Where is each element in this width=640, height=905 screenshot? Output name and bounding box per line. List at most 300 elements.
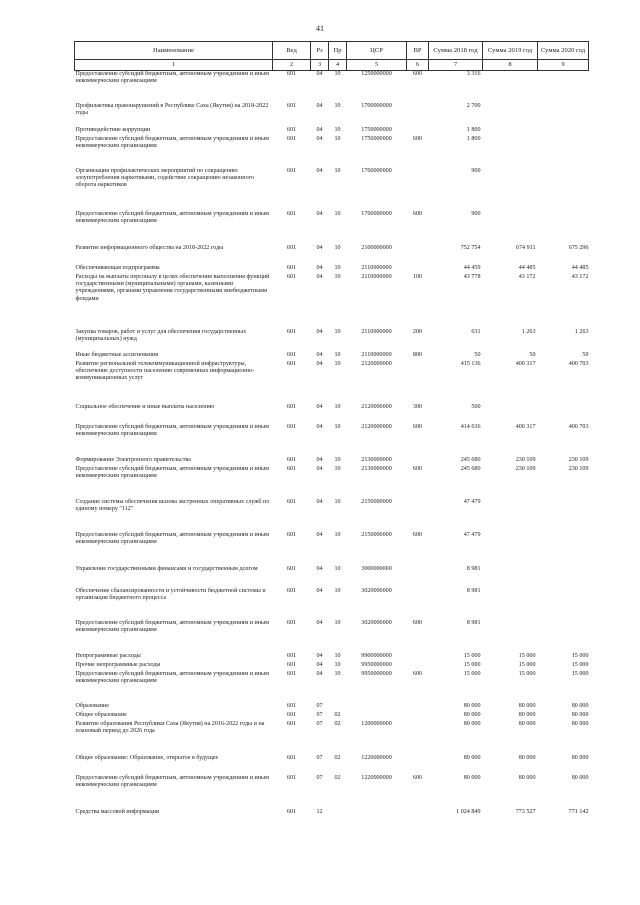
table-row <box>75 329 589 352</box>
cell-sum-2019: 80 000 <box>518 702 536 709</box>
cell-sum-2019: 15 000 <box>518 652 536 659</box>
cell-ved: 601 <box>286 360 297 367</box>
cell-ved: 601 <box>286 126 297 133</box>
cell-csr: 2150000000 <box>361 498 392 505</box>
cell-sum-2018: 47 479 <box>463 531 481 538</box>
column-number: 3 <box>311 60 329 71</box>
cell-sum-2019: 80 000 <box>518 754 536 761</box>
cell-rz: 04 <box>316 135 323 142</box>
table-row <box>75 721 589 755</box>
cell-sum-2020: 80 000 <box>571 754 589 761</box>
cell-csr: 2130000000 <box>361 465 392 472</box>
cell-name: Закупка товаров, работ и услуг для обеспечения государственных (муниципальных) нужд <box>75 328 247 342</box>
cell-name: Предоставление субсидий бюджетным, автономным учреждениям и иным некоммерческим организациям <box>75 423 269 437</box>
cell-sum-2018: 415 136 <box>460 360 481 367</box>
cell-rz: 04 <box>316 244 323 251</box>
cell-name: Создание системы обеспечения вызова экстренных оперативных служб по единому номеру "112" <box>75 498 270 512</box>
cell-sum-2020 <box>538 127 589 136</box>
cell-pr: 10 <box>334 465 341 472</box>
cell-rz: 04 <box>316 71 323 77</box>
cell-sum-2020 <box>538 211 589 245</box>
cell-sum-2019: 50 <box>529 351 536 358</box>
cell-csr: 2110000000 <box>361 351 392 358</box>
cell-sum-2020: 80 000 <box>571 702 589 709</box>
cell-pr: 10 <box>334 498 341 505</box>
table-row <box>75 71 589 103</box>
cell-sum-2018: 245 680 <box>460 456 481 463</box>
cell-sum-2020 <box>538 499 589 532</box>
cell-pr: 02 <box>334 720 341 727</box>
cell-name: Предоставление субсидий бюджетным, автономным учреждениям и иным некоммерческим организациям <box>75 135 269 149</box>
cell-pr: 10 <box>334 126 341 133</box>
cell-sum-2018: 80 000 <box>463 711 481 718</box>
cell-ved: 601 <box>286 711 297 718</box>
cell-vr: 600 <box>412 774 423 781</box>
cell-vr: 100 <box>412 273 423 280</box>
cell-sum-2019 <box>483 211 538 245</box>
cell-sum-2018: 50 <box>474 351 481 358</box>
cell-sum-2018: 752 754 <box>460 244 481 251</box>
table-row <box>75 653 589 662</box>
table-row <box>75 211 589 245</box>
cell-ved: 601 <box>286 808 297 815</box>
cell-sum-2020: 1 263 <box>574 328 589 335</box>
cell-sum-2020: 230 109 <box>568 456 589 463</box>
cell-csr: 2110000000 <box>361 328 392 335</box>
cell-sum-2018: 8 981 <box>466 587 481 594</box>
cell-ved: 601 <box>286 273 297 280</box>
cell-name: Обеспечение сбалансированности и устойчивости бюджетной системы и организация бюджетного процесса <box>75 587 266 601</box>
cell-pr: 10 <box>334 652 341 659</box>
cell-ved: 601 <box>286 423 297 430</box>
table-row <box>75 274 589 329</box>
cell-sum-2018: 44 459 <box>463 264 481 271</box>
cell-name: Обеспечивающая подпрограмма <box>75 264 160 271</box>
cell-vr: 200 <box>412 328 423 335</box>
cell-sum-2018: 47 479 <box>463 498 481 505</box>
page-number: 41 <box>316 24 324 33</box>
cell-sum-2018: 1 800 <box>466 135 481 142</box>
cell-sum-2020: 400 703 <box>568 360 589 367</box>
cell-name: Развитие образования Республики Саха (Якутия) на 2016-2022 годы и на плановый период до 2026 года <box>75 720 265 734</box>
cell-sum-2019: 674 911 <box>515 244 536 251</box>
cell-pr: 10 <box>334 264 341 271</box>
cell-name: Развитие информационного общества на 2018-2022 годы <box>75 244 224 251</box>
cell-rz: 07 <box>316 774 323 781</box>
cell-vr: 600 <box>412 531 423 538</box>
cell-name: Непрограммные расходы <box>75 652 141 659</box>
cell-csr: 1220000000 <box>361 754 392 761</box>
cell-sum-2018: 3 316 <box>466 71 481 77</box>
cell-pr: 10 <box>334 670 341 677</box>
cell-sum-2020 <box>538 404 589 424</box>
cell-vr: 600 <box>412 670 423 677</box>
cell-rz: 04 <box>316 670 323 677</box>
cell-sum-2018: 900 <box>471 210 481 217</box>
cell-sum-2019: 43 172 <box>518 273 536 280</box>
table-row <box>75 499 589 532</box>
header-name: Наименование <box>75 42 273 60</box>
cell-pr: 10 <box>334 661 341 668</box>
table-row <box>75 703 589 712</box>
cell-sum-2019: 80 000 <box>518 711 536 718</box>
cell-name: Общее образование <box>75 711 127 718</box>
cell-sum-2018: 80 000 <box>463 720 481 727</box>
cell-rz: 07 <box>316 711 323 718</box>
cell-name: Предоставление субсидий бюджетным, автономным учреждениям и иным некоммерческим организациям <box>75 531 269 545</box>
column-number: 4 <box>329 60 347 71</box>
cell-pr: 10 <box>334 360 341 367</box>
cell-sum-2020: 230 109 <box>568 465 589 472</box>
column-number: 2 <box>273 60 311 71</box>
cell-ved: 601 <box>286 702 297 709</box>
table-row <box>75 532 589 566</box>
cell-sum-2020: 675 296 <box>568 244 589 251</box>
cell-rz: 04 <box>316 652 323 659</box>
cell-csr: 2100000000 <box>361 244 392 251</box>
cell-ved: 601 <box>286 403 297 410</box>
cell-vr <box>407 168 429 211</box>
cell-ved: 601 <box>286 565 297 572</box>
cell-sum-2019 <box>483 566 538 588</box>
cell-pr: 10 <box>334 423 341 430</box>
table-row <box>75 671 589 703</box>
cell-pr: 10 <box>334 351 341 358</box>
cell-vr <box>407 265 429 274</box>
cell-ved: 601 <box>286 498 297 505</box>
cell-pr: 10 <box>334 135 341 142</box>
table-row <box>75 127 589 136</box>
table-row <box>75 245 589 265</box>
column-number: 5 <box>347 60 407 71</box>
cell-vr: 600 <box>412 71 423 77</box>
cell-ved: 601 <box>286 720 297 727</box>
table-row <box>75 775 589 809</box>
cell-name: Общее образование: Образование, открытое в будущее <box>75 754 219 761</box>
cell-rz: 04 <box>316 264 323 271</box>
cell-sum-2020: 43 172 <box>571 273 589 280</box>
cell-name: Расходы на выплаты персоналу в целях обеспечения выполнения функций государственными (муниципальными) органами, казенными учреждениями, органами управления государственными внебюджетными фондами <box>75 273 270 302</box>
cell-sum-2018: 8 981 <box>466 619 481 626</box>
cell-vr <box>407 103 429 127</box>
cell-ved: 601 <box>286 244 297 251</box>
header-rz: Рз <box>311 42 329 60</box>
cell-csr: 1220000000 <box>361 774 392 781</box>
cell-ved: 601 <box>286 210 297 217</box>
table-row <box>75 361 589 404</box>
cell-vr <box>407 361 429 404</box>
cell-csr: 2110000000 <box>361 264 392 271</box>
cell-vr <box>407 721 429 755</box>
cell-sum-2019 <box>483 532 538 566</box>
table-row <box>75 136 589 168</box>
cell-sum-2020 <box>538 103 589 127</box>
cell-rz: 07 <box>316 754 323 761</box>
cell-csr: 2120000000 <box>361 403 392 410</box>
cell-sum-2020 <box>538 168 589 211</box>
table-row <box>75 662 589 671</box>
cell-pr: 10 <box>334 167 341 174</box>
cell-rz: 04 <box>316 587 323 594</box>
cell-pr: 10 <box>334 565 341 572</box>
cell-vr <box>407 809 429 819</box>
cell-name: Предоставление субсидий бюджетным, автономным учреждениям и иным некоммерческим организациям <box>75 71 269 85</box>
cell-vr <box>407 653 429 662</box>
table-row <box>75 712 589 721</box>
cell-rz: 04 <box>316 465 323 472</box>
cell-vr: 600 <box>412 423 423 430</box>
cell-sum-2019: 80 000 <box>518 720 536 727</box>
cell-pr: 10 <box>334 102 341 109</box>
cell-csr: 9900000000 <box>361 652 392 659</box>
cell-vr <box>407 566 429 588</box>
cell-vr <box>407 712 429 721</box>
cell-sum-2018: 80 000 <box>463 754 481 761</box>
cell-name: Предоставление субсидий бюджетным, автономным учреждениям и иным некоммерческим организациям <box>75 465 269 479</box>
table-row <box>75 168 589 211</box>
cell-sum-2019: 15 000 <box>518 661 536 668</box>
table-row <box>75 103 589 127</box>
table-row <box>75 809 589 819</box>
cell-csr: 1700000000 <box>361 102 392 109</box>
cell-sum-2019 <box>483 620 538 653</box>
cell-rz: 12 <box>316 808 323 815</box>
header-ved: Вед <box>273 42 311 60</box>
cell-name: Предоставление субсидий бюджетным, автономным учреждениям и иным некоммерческим организациям <box>75 619 269 633</box>
cell-csr: 1200000000 <box>361 720 392 727</box>
cell-pr: 02 <box>334 711 341 718</box>
cell-ved: 601 <box>286 456 297 463</box>
cell-csr: 1760000000 <box>361 167 392 174</box>
cell-sum-2020 <box>538 532 589 566</box>
cell-ved: 601 <box>286 167 297 174</box>
cell-name: Профилактика правонарушений в Республике Саха (Якутия) на 2018-2022 годы <box>75 102 269 116</box>
cell-csr: 1760000000 <box>361 210 392 217</box>
cell-sum-2020: 44 485 <box>571 264 589 271</box>
cell-sum-2019 <box>483 103 538 127</box>
column-number: 6 <box>407 60 429 71</box>
cell-rz: 04 <box>316 126 323 133</box>
cell-rz: 04 <box>316 102 323 109</box>
cell-csr <box>347 703 407 712</box>
cell-ved: 601 <box>286 652 297 659</box>
cell-vr: 300 <box>412 403 423 410</box>
column-number-row <box>75 60 589 71</box>
cell-sum-2018: 15 000 <box>463 670 481 677</box>
cell-pr <box>329 703 347 712</box>
cell-csr: 2110000000 <box>361 273 392 280</box>
cell-sum-2019: 15 000 <box>518 670 536 677</box>
header-csr: ЦСР <box>347 42 407 60</box>
cell-pr: 10 <box>334 531 341 538</box>
cell-sum-2018: 15 000 <box>463 661 481 668</box>
cell-csr: 2120000000 <box>361 423 392 430</box>
cell-rz: 04 <box>316 351 323 358</box>
cell-rz: 04 <box>316 498 323 505</box>
cell-vr <box>407 245 429 265</box>
cell-ved: 601 <box>286 661 297 668</box>
header-pr: Пр <box>329 42 347 60</box>
cell-rz: 04 <box>316 456 323 463</box>
cell-pr: 10 <box>334 456 341 463</box>
column-number: 1 <box>75 60 273 71</box>
cell-name: Средства массовой информации <box>75 808 160 815</box>
cell-pr: 10 <box>334 273 341 280</box>
cell-ved: 601 <box>286 465 297 472</box>
cell-pr: 02 <box>334 774 341 781</box>
cell-ved: 601 <box>286 619 297 626</box>
cell-sum-2018: 15 000 <box>463 652 481 659</box>
cell-csr: 2120000000 <box>361 360 392 367</box>
cell-sum-2019 <box>483 588 538 620</box>
cell-sum-2020: 15 000 <box>571 652 589 659</box>
cell-csr: 2150000000 <box>361 531 392 538</box>
cell-sum-2020 <box>538 136 589 168</box>
cell-name: Предоставление субсидий бюджетным, автономным учреждениям и иным некоммерческим организациям <box>75 774 269 788</box>
header-sum-2019: Сумма 2019 год <box>483 42 538 60</box>
cell-rz: 04 <box>316 273 323 280</box>
cell-vr <box>407 755 429 775</box>
cell-ved: 601 <box>286 531 297 538</box>
cell-ved: 601 <box>286 71 297 77</box>
cell-sum-2018: 500 <box>471 403 481 410</box>
cell-rz: 04 <box>316 619 323 626</box>
column-number: 7 <box>429 60 483 71</box>
cell-rz: 04 <box>316 360 323 367</box>
cell-name: Предоставление субсидий бюджетным, автономным учреждениям и иным некоммерческим организациям <box>75 670 269 684</box>
cell-name: Образование <box>75 702 109 709</box>
cell-sum-2020: 80 000 <box>571 711 589 718</box>
cell-ved: 601 <box>286 670 297 677</box>
table-row <box>75 755 589 775</box>
table-row <box>75 457 589 466</box>
cell-pr: 10 <box>334 210 341 217</box>
cell-vr <box>407 499 429 532</box>
cell-ved: 601 <box>286 351 297 358</box>
cell-pr: 10 <box>334 71 341 77</box>
cell-ved: 601 <box>286 264 297 271</box>
cell-sum-2018: 245 680 <box>460 465 481 472</box>
cell-rz: 04 <box>316 565 323 572</box>
table-row <box>75 466 589 499</box>
cell-rz: 04 <box>316 210 323 217</box>
cell-rz: 07 <box>316 720 323 727</box>
cell-sum-2020 <box>538 588 589 620</box>
header-sum-2020: Сумма 2020 год <box>538 42 589 60</box>
cell-name: Противодействие коррупции <box>75 126 151 133</box>
cell-sum-2019: 400 317 <box>515 423 536 430</box>
cell-csr: 3000000000 <box>361 565 392 572</box>
cell-sum-2020: 771 142 <box>568 808 589 815</box>
cell-vr <box>407 588 429 620</box>
cell-sum-2019 <box>483 71 538 103</box>
cell-sum-2020: 400 703 <box>568 423 589 430</box>
cell-vr: 600 <box>412 619 423 626</box>
cell-csr: 1250000000 <box>361 71 392 77</box>
cell-csr <box>347 809 407 819</box>
table-header <box>75 42 589 60</box>
column-number: 9 <box>538 60 589 71</box>
cell-vr: 800 <box>412 351 423 358</box>
cell-sum-2019: 1 263 <box>521 328 536 335</box>
cell-rz: 04 <box>316 661 323 668</box>
budget-table <box>74 41 589 819</box>
header-sum-2018: Сумма 2018 год <box>429 42 483 60</box>
cell-sum-2020 <box>538 566 589 588</box>
cell-ved: 601 <box>286 135 297 142</box>
cell-name: Формирование Электронного правительства <box>75 456 191 463</box>
cell-name: Прочие непрограммные расходы <box>75 661 161 668</box>
cell-sum-2019 <box>483 499 538 532</box>
table-row <box>75 352 589 361</box>
cell-sum-2020 <box>538 71 589 103</box>
cell-vr: 600 <box>412 465 423 472</box>
cell-sum-2019: 773 527 <box>515 808 536 815</box>
cell-sum-2018: 1 024 849 <box>456 808 481 815</box>
table-row <box>75 566 589 588</box>
cell-sum-2018: 631 <box>471 328 481 335</box>
cell-sum-2020: 80 000 <box>571 720 589 727</box>
cell-pr: 02 <box>334 754 341 761</box>
cell-ved: 601 <box>286 774 297 781</box>
cell-vr <box>407 127 429 136</box>
cell-sum-2020: 15 000 <box>571 670 589 677</box>
cell-sum-2019: 230 109 <box>515 465 536 472</box>
cell-sum-2020: 50 <box>582 351 589 358</box>
table-body <box>75 71 589 819</box>
cell-name: Иные бюджетные ассигнования <box>75 351 159 358</box>
table-row <box>75 424 589 457</box>
cell-rz: 07 <box>316 702 323 709</box>
cell-sum-2018: 80 000 <box>463 774 481 781</box>
cell-csr: 3020000000 <box>361 619 392 626</box>
cell-sum-2018: 900 <box>471 167 481 174</box>
cell-name: Развитие региональной телекоммуникационной инфраструктуры, обеспечение доступности населению современных информационно-коммуникационных услуг <box>75 360 255 382</box>
cell-pr: 10 <box>334 403 341 410</box>
cell-sum-2019 <box>483 127 538 136</box>
cell-sum-2019 <box>483 404 538 424</box>
cell-ved: 601 <box>286 587 297 594</box>
cell-pr: 10 <box>334 328 341 335</box>
cell-pr: 10 <box>334 587 341 594</box>
cell-rz: 04 <box>316 423 323 430</box>
cell-ved: 601 <box>286 754 297 761</box>
cell-sum-2019: 400 317 <box>515 360 536 367</box>
cell-rz: 04 <box>316 167 323 174</box>
cell-name: Предоставление субсидий бюджетным, автономным учреждениям и иным некоммерческим организациям <box>75 210 269 224</box>
cell-name: Организация профилактических мероприятий по сокращению злоупотребления наркотиками, содействие сокращению незаконного оборота наркотиков <box>75 167 255 189</box>
cell-vr <box>407 457 429 466</box>
cell-csr: 9950000000 <box>361 670 392 677</box>
cell-pr: 10 <box>334 244 341 251</box>
cell-csr: 3020000000 <box>361 587 392 594</box>
cell-ved: 601 <box>286 102 297 109</box>
cell-name: Социальное обеспечение и иные выплаты населению <box>75 403 215 410</box>
table-row <box>75 588 589 620</box>
cell-vr <box>407 662 429 671</box>
cell-vr: 600 <box>412 210 423 217</box>
header-vr: ВР <box>407 42 429 60</box>
cell-vr <box>407 703 429 712</box>
cell-vr: 600 <box>412 135 423 142</box>
cell-sum-2020: 15 000 <box>571 661 589 668</box>
cell-pr: 10 <box>334 619 341 626</box>
cell-sum-2020 <box>538 620 589 653</box>
table-row <box>75 265 589 274</box>
cell-pr <box>329 809 347 819</box>
cell-rz: 04 <box>316 328 323 335</box>
cell-csr: 9950000000 <box>361 661 392 668</box>
